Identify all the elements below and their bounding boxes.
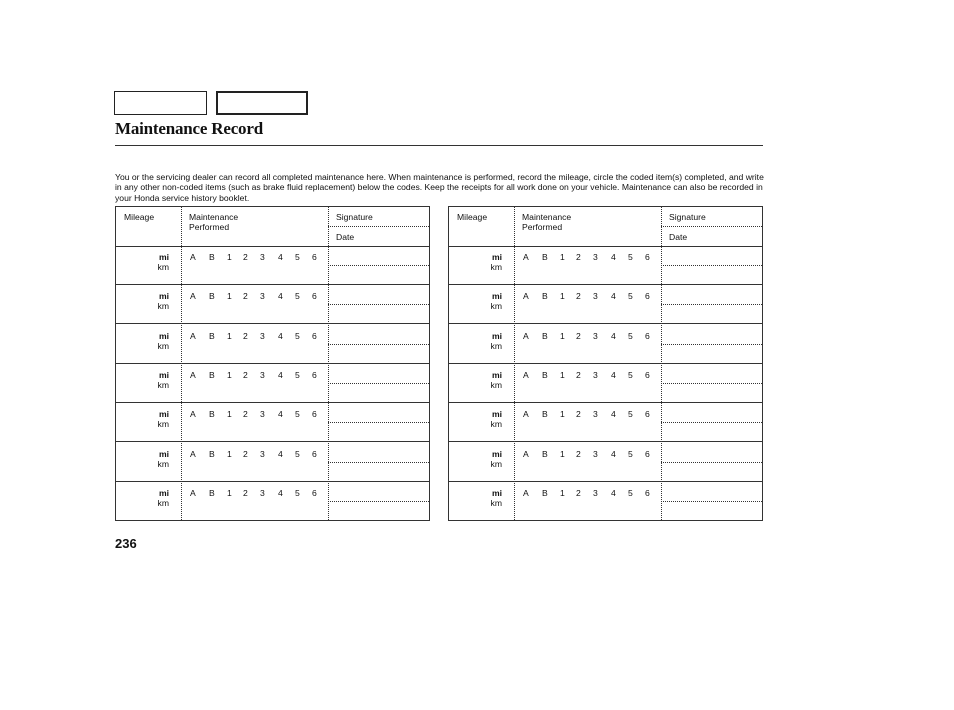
maintenance-code[interactable]: 2 [576, 409, 581, 420]
unit-mi: mi [158, 487, 169, 498]
maintenance-table-left [115, 206, 430, 521]
unit-km: km [490, 262, 502, 272]
maintenance-code[interactable]: 5 [295, 448, 300, 459]
maintenance-code[interactable]: 5 [295, 252, 300, 262]
unit-mi: mi [491, 252, 502, 262]
maintenance-code[interactable]: 4 [611, 487, 616, 498]
table-header [116, 207, 429, 247]
unit-km: km [157, 419, 169, 430]
maintenance-code[interactable]: 4 [278, 448, 283, 459]
maintenance-code[interactable]: 6 [645, 448, 650, 459]
maintenance-code[interactable]: 5 [628, 291, 633, 302]
maintenance-code[interactable]: 6 [312, 252, 317, 262]
maintenance-code[interactable]: 1 [560, 487, 565, 498]
unit-km: km [157, 379, 169, 390]
maintenance-code[interactable]: 4 [278, 487, 283, 498]
maintenance-code[interactable]: A [523, 448, 529, 459]
maintenance-code[interactable]: 4 [278, 330, 283, 341]
header-mileage: Mileage [457, 212, 488, 222]
maintenance-code[interactable]: 1 [227, 409, 232, 420]
unit-km: km [157, 458, 169, 469]
unit-mi: mi [491, 409, 502, 420]
unit-km: km [490, 340, 502, 351]
maintenance-code[interactable]: 3 [260, 487, 265, 498]
maintenance-code[interactable]: A [523, 252, 529, 262]
maintenance-code[interactable]: 1 [227, 291, 232, 302]
unit-km: km [157, 497, 169, 508]
unit-km: km [490, 419, 502, 430]
maintenance-code[interactable]: 1 [227, 330, 232, 341]
maintenance-code[interactable]: B [209, 330, 215, 341]
maintenance-code[interactable]: 2 [243, 330, 248, 341]
maintenance-code[interactable]: B [542, 409, 548, 420]
maintenance-code[interactable]: B [209, 409, 215, 420]
maintenance-code[interactable]: 4 [611, 291, 616, 302]
maintenance-code[interactable]: B [209, 252, 215, 262]
unit-km: km [157, 340, 169, 351]
signature-date-divider [328, 265, 429, 266]
header-date: Date [669, 232, 688, 242]
maintenance-code[interactable]: 4 [278, 252, 283, 262]
maintenance-code[interactable]: 5 [295, 409, 300, 420]
maintenance-code[interactable]: 2 [243, 448, 248, 459]
maintenance-code[interactable]: 2 [576, 330, 581, 341]
maintenance-code[interactable]: 3 [260, 448, 265, 459]
signature-date-divider [661, 462, 762, 463]
table-row [116, 246, 429, 285]
table-row [449, 325, 762, 364]
unit-mi: mi [491, 330, 502, 341]
maintenance-code[interactable]: B [542, 252, 548, 262]
unit-km: km [490, 301, 502, 312]
unit-mi: mi [158, 409, 169, 420]
table-row [449, 482, 762, 521]
maintenance-code[interactable]: 5 [295, 369, 300, 380]
header-tab-box-right [216, 91, 308, 115]
maintenance-code[interactable]: 6 [645, 487, 650, 498]
maintenance-code[interactable]: 5 [628, 487, 633, 498]
maintenance-code[interactable]: A [190, 369, 196, 380]
title-rule [115, 145, 763, 146]
maintenance-code[interactable]: 2 [243, 487, 248, 498]
maintenance-code[interactable]: 3 [593, 448, 598, 459]
table-row [116, 482, 429, 521]
table-row [116, 443, 429, 482]
header-mileage: Mileage [124, 212, 155, 222]
maintenance-code[interactable]: 2 [243, 252, 248, 262]
maintenance-code[interactable]: 2 [576, 291, 581, 302]
signature-date-divider [661, 383, 762, 384]
maintenance-code[interactable]: 4 [278, 369, 283, 380]
maintenance-code[interactable]: B [542, 330, 548, 341]
maintenance-code[interactable]: 2 [576, 487, 581, 498]
signature-date-divider [661, 265, 762, 266]
signature-date-divider [661, 344, 762, 345]
maintenance-code[interactable]: 6 [645, 291, 650, 302]
maintenance-code[interactable]: 2 [243, 409, 248, 420]
maintenance-code[interactable]: A [190, 252, 196, 262]
signature-date-divider [661, 501, 762, 502]
maintenance-code[interactable]: B [209, 369, 215, 380]
maintenance-code[interactable]: 3 [593, 291, 598, 302]
maintenance-code[interactable]: 1 [560, 409, 565, 420]
maintenance-code[interactable]: 2 [576, 369, 581, 380]
maintenance-code[interactable]: 3 [593, 330, 598, 341]
maintenance-code[interactable]: 5 [628, 252, 633, 262]
maintenance-code[interactable]: 6 [645, 330, 650, 341]
maintenance-code[interactable]: 1 [560, 369, 565, 380]
table-header [449, 207, 762, 247]
maintenance-code[interactable]: 5 [628, 409, 633, 420]
maintenance-code[interactable]: 5 [628, 330, 633, 341]
table-row [116, 285, 429, 324]
maintenance-code[interactable]: 3 [260, 409, 265, 420]
signature-date-divider [328, 422, 429, 423]
maintenance-code[interactable]: 3 [593, 252, 598, 262]
maintenance-code[interactable]: 6 [312, 369, 317, 380]
maintenance-code[interactable]: B [542, 487, 548, 498]
unit-mi: mi [491, 369, 502, 380]
header-signature: Signature [669, 212, 706, 222]
header-maintenance-performed: Maintenance Performed [522, 212, 572, 232]
maintenance-code[interactable]: 6 [645, 409, 650, 420]
maintenance-code[interactable]: A [190, 330, 196, 341]
maintenance-code[interactable]: 4 [611, 369, 616, 380]
signature-date-divider [661, 422, 762, 423]
maintenance-code[interactable]: 6 [312, 291, 317, 302]
maintenance-code[interactable]: 5 [295, 291, 300, 302]
maintenance-code[interactable]: 4 [278, 409, 283, 420]
maintenance-code[interactable]: 4 [611, 448, 616, 459]
maintenance-code[interactable]: 6 [645, 369, 650, 380]
signature-date-divider [328, 344, 429, 345]
maintenance-code[interactable]: 6 [312, 487, 317, 498]
maintenance-code[interactable]: 2 [243, 291, 248, 302]
header-date: Date [336, 232, 355, 242]
maintenance-code[interactable]: 3 [260, 330, 265, 341]
maintenance-code[interactable]: A [523, 409, 529, 420]
unit-mi: mi [158, 252, 169, 262]
table-row [449, 364, 762, 403]
maintenance-code[interactable]: B [209, 448, 215, 459]
maintenance-code[interactable]: 3 [260, 291, 265, 302]
maintenance-code[interactable]: 4 [611, 252, 616, 262]
unit-km: km [490, 379, 502, 390]
maintenance-code[interactable]: 5 [295, 330, 300, 341]
unit-mi: mi [491, 487, 502, 498]
maintenance-code[interactable]: 1 [227, 369, 232, 380]
maintenance-code[interactable]: 3 [593, 369, 598, 380]
unit-km: km [157, 301, 169, 312]
unit-km: km [490, 458, 502, 469]
maintenance-code[interactable]: 3 [593, 409, 598, 420]
maintenance-code[interactable]: 4 [611, 409, 616, 420]
maintenance-code[interactable]: B [209, 487, 215, 498]
maintenance-code[interactable]: A [190, 487, 196, 498]
unit-mi: mi [158, 448, 169, 459]
table-row [116, 403, 429, 442]
maintenance-code[interactable]: A [190, 409, 196, 420]
maintenance-code[interactable]: 6 [312, 448, 317, 459]
maintenance-code[interactable]: 2 [243, 369, 248, 380]
table-row [449, 403, 762, 442]
signature-date-divider [661, 304, 762, 305]
maintenance-code[interactable]: B [542, 369, 548, 380]
maintenance-code[interactable]: 3 [260, 252, 265, 262]
header-signature: Signature [336, 212, 373, 222]
maintenance-code[interactable]: 3 [260, 369, 265, 380]
maintenance-code[interactable]: B [542, 291, 548, 302]
maintenance-code[interactable]: 6 [312, 330, 317, 341]
maintenance-code[interactable]: 6 [645, 252, 650, 262]
unit-mi: mi [158, 369, 169, 380]
table-row [116, 325, 429, 364]
maintenance-table-right [448, 206, 763, 521]
maintenance-code[interactable]: 2 [576, 252, 581, 262]
maintenance-code[interactable]: 5 [295, 487, 300, 498]
intro-paragraph: You or the servicing dealer can record all completed maintenance here. When maintenance is performed, record the mileage, circle the coded item(s) completed, and write in any other non-coded items (such as brake fluid replacement) below the codes. Keep the receipts for all work done on your vehicle. Maintenance can also be recorded in your Honda service history booklet. [115, 172, 764, 203]
maintenance-code[interactable]: 5 [628, 369, 633, 380]
table-row [449, 246, 762, 285]
signature-date-divider [328, 304, 429, 305]
unit-km: km [490, 497, 502, 508]
unit-km: km [157, 262, 169, 272]
maintenance-code[interactable]: 6 [312, 409, 317, 420]
maintenance-code[interactable]: 4 [611, 330, 616, 341]
maintenance-code[interactable]: 1 [560, 330, 565, 341]
maintenance-code[interactable]: 3 [593, 487, 598, 498]
unit-mi: mi [158, 291, 169, 302]
maintenance-code[interactable]: A [190, 291, 196, 302]
maintenance-code[interactable]: 1 [560, 252, 565, 262]
maintenance-code[interactable]: 1 [227, 487, 232, 498]
header-tab-box-left [114, 91, 207, 115]
maintenance-code[interactable]: 5 [628, 448, 633, 459]
maintenance-code[interactable]: B [542, 448, 548, 459]
header-divider-dotted [328, 226, 429, 227]
maintenance-code[interactable]: 1 [227, 252, 232, 262]
unit-mi: mi [158, 330, 169, 341]
maintenance-code[interactable]: 2 [576, 448, 581, 459]
maintenance-code[interactable]: 4 [278, 291, 283, 302]
maintenance-code[interactable]: A [190, 448, 196, 459]
maintenance-code[interactable]: 1 [560, 291, 565, 302]
maintenance-code[interactable]: A [523, 291, 529, 302]
unit-mi: mi [491, 291, 502, 302]
unit-mi: mi [491, 448, 502, 459]
table-row [449, 443, 762, 482]
page-number: 236 [115, 536, 137, 551]
signature-date-divider [328, 462, 429, 463]
signature-date-divider [328, 501, 429, 502]
maintenance-code[interactable]: A [523, 369, 529, 380]
maintenance-code[interactable]: B [209, 291, 215, 302]
signature-date-divider [328, 383, 429, 384]
maintenance-code[interactable]: 1 [560, 448, 565, 459]
header-maintenance-performed: Maintenance Performed [189, 212, 239, 232]
maintenance-code[interactable]: A [523, 487, 529, 498]
maintenance-code[interactable]: A [523, 330, 529, 341]
table-row [449, 285, 762, 324]
header-divider-dotted [661, 226, 762, 227]
maintenance-code[interactable]: 1 [227, 448, 232, 459]
page-title: Maintenance Record [115, 119, 263, 138]
table-row [116, 364, 429, 403]
